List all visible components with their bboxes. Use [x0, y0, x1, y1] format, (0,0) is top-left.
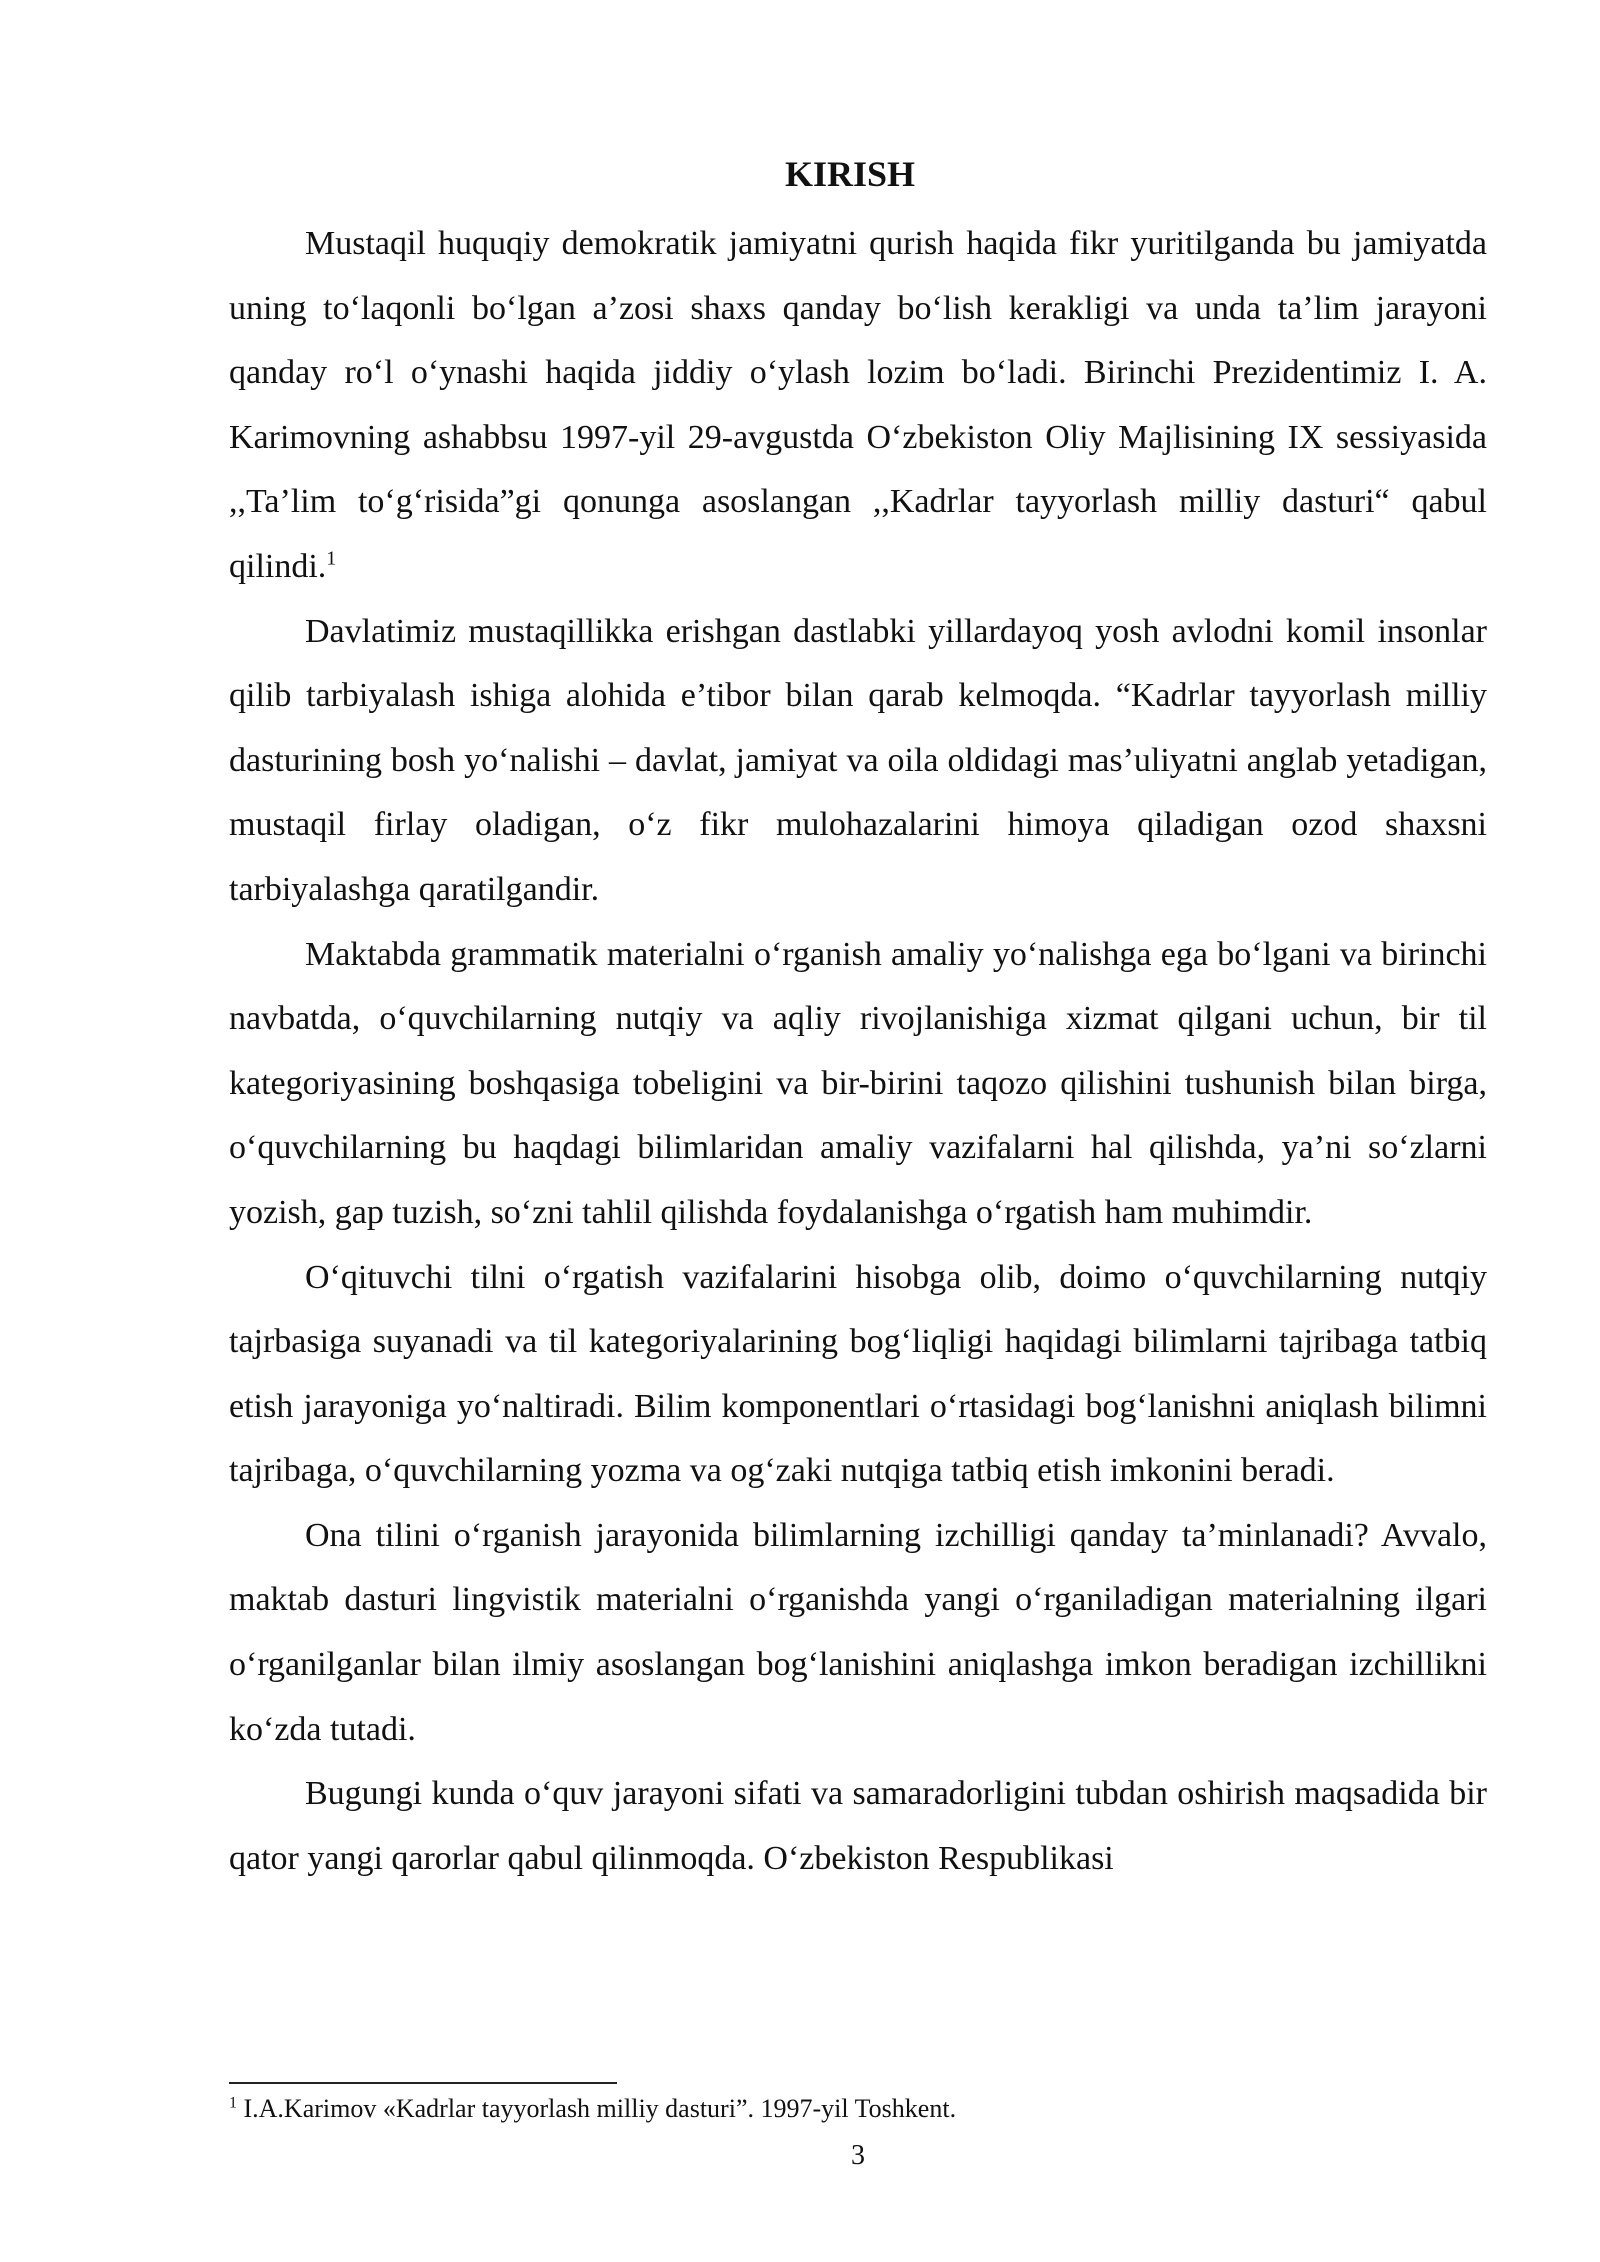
page-title: KIRISH	[784, 154, 916, 194]
paragraph-2: Davlatimiz mustaqillikka erishgan dastlabki yillardayoq yosh avlodni komil insonlar qilib tarbiyalash ishiga alohida e’tibor bilan qarab kelmoqda. “Kadrlar tayyorlash milliy dasturining bosh yo‘nalishi – davlat, jamiyat va oila oldidagi mas’uliyatni anglab yetadigan, mustaqil firlay oladigan, o‘z fikr mulohazalarini himoya qiladigan ozod shaxsni tarbiyalashga qaratilgandir.	[229, 612, 1487, 908]
body-text	[229, 212, 1487, 1891]
paragraph-5: Ona tilini o‘rganish jarayonida bilimlarning izchilligi qanday ta’minlanadi? Avvalo, maktab dasturi lingvistik materialni o‘rganishda yangi o‘rganiladigan materialning ilgari o‘rganilganlar bilan ilmiy asoslangan bog‘lanishini aniqlashga imkon beradigan izchillikni ko‘zda tutadi.	[229, 1516, 1487, 1748]
footnote-marker: 1	[229, 2094, 237, 2112]
paragraph-6: Bugungi kunda o‘quv jarayoni sifati va samaradorligini tubdan oshirish maqsadida bir qator yangi qarorlar qabul qilinmoqda. O‘zbekiston Respublikasi	[229, 1775, 1487, 1877]
footnote-divider	[229, 2082, 617, 2084]
paragraph-3: Maktabda grammatik materialni o‘rganish amaliy yo‘nalishga ega bo‘lgani va birinchi navbatda, o‘quvchilarning nutqiy va aqliy rivojlanishiga xizmat qilgani uchun, bir til kategoriyasining boshqasiga tobeligini va bir-birini taqozo qilishini tushunish bilan birga, o‘quvchilarning bu haqdagi bilimlaridan amaliy vazifalarni hal qilishda, ya’ni so‘zlarni yozish, gap tuzish, so‘zni tahlil qilishda foydalanishga o‘rgatish ham muhimdir.	[229, 935, 1487, 1231]
paragraph-1	[229, 212, 1487, 600]
page-number: 3	[851, 2140, 865, 2171]
footnote	[229, 2092, 1487, 2126]
paragraph-4: O‘qituvchi tilni o‘rgatish vazifalarini hisobga olib, doimo o‘quvchilarning nutqiy tajrbasiga suyanadi va til kategoriyalarining bog‘liqligi haqidagi bilimlarni tajribaga tatbiq etish jarayoniga yo‘naltiradi. Bilim komponentlari o‘rtasidagi bog‘lanishni aniqlash bilimni tajribaga, o‘quvchilarning yozma va og‘zaki nutqiga tatbiq etish imkonini beradi.	[229, 1258, 1487, 1490]
footnote-text: I.A.Karimov «Kadrlar tayyorlash milliy dasturi”. 1997-yil Toshkent.	[237, 2094, 957, 2123]
paragraph-1-text: Mustaqil huquqiy demokratik jamiyatni qurish haqida fikr yuritilganda bu jamiyatda uning to‘laqonli bo‘lgan a’zosi shaxs qanday bo‘lish kerakligi va unda ta’lim jarayoni qanday ro‘l o‘ynashi haqida jiddiy o‘ylash lozim bo‘ladi. Birinchi Prezidentimiz I. A. Karimovning ashabbsu 1997-yil 29-avgustda O‘zbekiston Oliy Majlisining IX sessiyasida ,,Ta’lim to‘g‘risida”gi qonunga asoslangan ,,Kadrlar tayyorlash milliy dasturi“ qabul qilindi.	[229, 225, 1487, 585]
footnote-reference[interactable]: 1	[326, 547, 337, 570]
